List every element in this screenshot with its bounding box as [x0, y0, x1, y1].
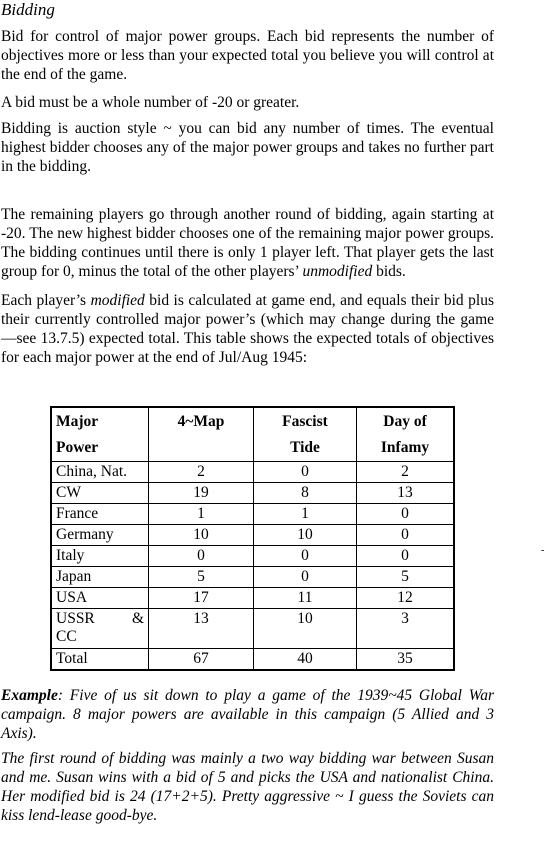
header-4-map	[149, 407, 254, 462]
cell-fascist-tide: 0	[254, 462, 357, 483]
text-run: : Five of us sit down to play a game of the 1939~45 Global War campaign. 8 major powers are available in this campaign (5 Allied and 3 Axis).	[1, 687, 494, 742]
power-name-amp: &	[131, 610, 144, 627]
cell-power: CW	[51, 483, 149, 504]
text-run: bid is calculated at game end, and equals their bid plus their currently controlled major power’s (which may change during the game—see 13.7.5) expected total. This table shows the expected totals of objectives for each major power at the end of Jul/Aug 1945:	[1, 292, 494, 366]
table-row	[51, 483, 454, 504]
cell-power: France	[51, 504, 149, 525]
cell-total-label: Total	[51, 649, 149, 671]
paragraph-bid-intro: Bid for control of major power groups. Each bid represents the number of objectives more or less than your expected total you believe you will control at the end of the game.	[1, 28, 494, 83]
cell-power: Japan	[51, 567, 149, 588]
cell-power: USA	[51, 588, 149, 609]
table-row	[51, 525, 454, 546]
cell-4-map: 0	[149, 546, 254, 567]
cell-day-of-infamy: 2	[357, 462, 455, 483]
table-row	[51, 504, 454, 525]
cell-day-of-infamy: 0	[357, 525, 455, 546]
cell-4-map: 17	[149, 588, 254, 609]
cell-day-of-infamy: 3	[357, 609, 455, 649]
table-row-ussr	[51, 609, 454, 649]
emphasis-modified: modified	[90, 292, 145, 309]
header-day-of-infamy	[357, 407, 455, 462]
paragraph-auction-style: Bidding is auction style ~ you can bid any number of times. The eventual highest bidder chooses any of the major power groups and takes no further part in the bidding.	[1, 120, 494, 175]
header-line: Infamy	[380, 439, 430, 456]
header-line: Major	[56, 413, 99, 430]
cell-day-of-infamy: 0	[357, 546, 455, 567]
header-line: Tide	[290, 439, 320, 456]
table-row	[51, 462, 454, 483]
example-label: Example	[1, 687, 58, 704]
cell-power: Italy	[51, 546, 149, 567]
paragraph-remaining-players	[1, 205, 494, 281]
cell-4-map: 1	[149, 504, 254, 525]
power-name-part: USSR	[56, 610, 95, 627]
header-line: Day of	[383, 413, 427, 430]
header-line: 4~Map	[177, 413, 225, 430]
table-row	[51, 567, 454, 588]
example-paragraph	[1, 686, 494, 743]
table-header-row	[51, 407, 454, 462]
cell-day-of-infamy: 5	[357, 567, 455, 588]
paragraph-bid-minimum: A bid must be a whole number of -20 or greater.	[1, 94, 300, 111]
cell-fascist-tide: 0	[254, 546, 357, 567]
power-name-line	[56, 610, 144, 628]
cell-fascist-tide: 10	[254, 609, 357, 649]
stray-mark: -	[541, 545, 545, 556]
example-followup-paragraph: The first round of bidding was mainly a two way bidding war between Susan and me. Susan wins with a bid of 5 and picks the USA and nationalist China. Her modified bid is 24 (17+2+5). Pretty aggressive ~ I guess the Soviets can kiss lend-lease good-bye.	[1, 750, 494, 824]
cell-fascist-tide: 11	[254, 588, 357, 609]
cell-total-4-map: 67	[149, 649, 254, 671]
cell-power: Germany	[51, 525, 149, 546]
cell-4-map: 10	[149, 525, 254, 546]
cell-fascist-tide: 8	[254, 483, 357, 504]
cell-total-day-of-infamy: 35	[357, 649, 455, 671]
cell-fascist-tide: 10	[254, 525, 357, 546]
table-row	[51, 546, 454, 567]
emphasis-unmodified: unmodified	[302, 263, 373, 280]
cell-fascist-tide: 1	[254, 504, 357, 525]
cell-4-map: 2	[149, 462, 254, 483]
cell-total-fascist-tide: 40	[254, 649, 357, 671]
text-run: The remaining players go through another round of bidding, again starting at -20. The new highest bidder chooses one of the remaining major power groups. The bidding continues until there is only 1 player left. That player gets the last group for 0, minus the total of the other players’	[1, 206, 494, 280]
header-line: Power	[56, 439, 99, 456]
text-run: Each player’s	[1, 292, 91, 309]
section-heading: Bidding	[1, 0, 55, 19]
paragraph-modified-bid	[1, 291, 494, 367]
header-fascist-tide	[254, 407, 357, 462]
cell-day-of-infamy: 0	[357, 504, 455, 525]
cell-day-of-infamy: 13	[357, 483, 455, 504]
expected-totals-table	[50, 406, 455, 671]
cell-4-map: 5	[149, 567, 254, 588]
header-line: Fascist	[282, 413, 328, 430]
cell-fascist-tide: 0	[254, 567, 357, 588]
cell-power	[51, 609, 149, 649]
header-major-power	[51, 407, 149, 462]
cell-power: China, Nat.	[51, 462, 149, 483]
text-run: bids.	[372, 263, 406, 280]
power-name-part: CC	[56, 628, 77, 645]
cell-day-of-infamy: 12	[357, 588, 455, 609]
cell-4-map: 13	[149, 609, 254, 649]
table-row-total	[51, 649, 454, 671]
cell-4-map: 19	[149, 483, 254, 504]
table-row	[51, 588, 454, 609]
